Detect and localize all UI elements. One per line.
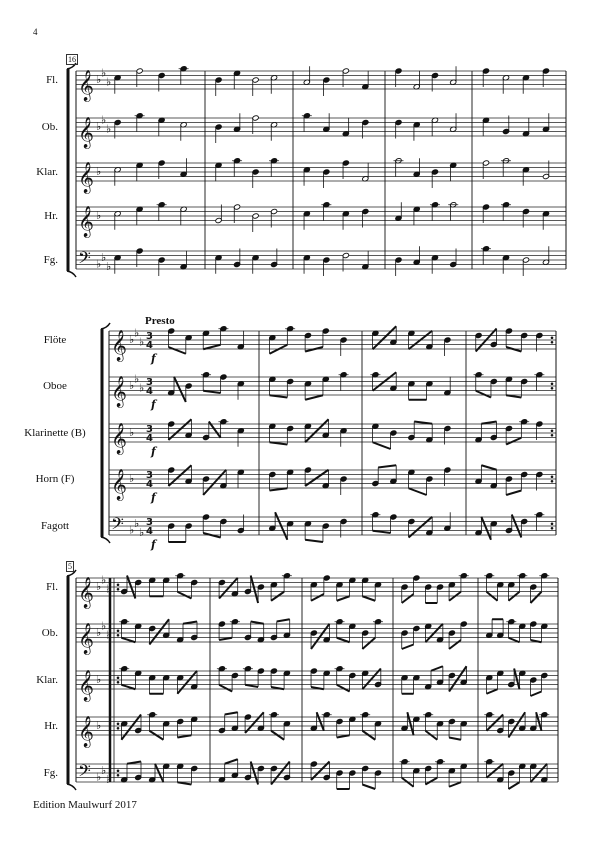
measure-number: 16: [68, 55, 76, 64]
repeat-dot: [551, 480, 554, 483]
instrument-label: Fl.: [46, 581, 58, 593]
page-number: 4: [33, 27, 38, 37]
note-beam: [506, 395, 521, 397]
note-beam: [121, 638, 135, 643]
note-beam: [509, 638, 520, 643]
note-beam: [378, 465, 396, 467]
note-beam: [449, 640, 461, 649]
key-signature-flat: ♭: [101, 250, 107, 264]
time-signature-numerator: 3: [146, 517, 153, 528]
note-beam: [509, 782, 520, 789]
treble-clef: 𝄞: [111, 330, 127, 361]
key-signature-flat: ♭: [96, 673, 102, 686]
note-beam: [177, 671, 197, 694]
instrument-label: Flöte: [43, 334, 67, 346]
time-signature-denominator: 4: [146, 526, 153, 537]
note-beam: [449, 782, 461, 787]
note-beam: [225, 759, 238, 764]
note-beam: [149, 619, 169, 644]
time-signature-denominator: 4: [146, 479, 153, 490]
note-beam: [449, 738, 461, 740]
repeat-dot: [551, 429, 554, 432]
note-beam: [305, 540, 323, 542]
instrument-label: Hr.: [44, 210, 58, 222]
key-signature-flat: ♭: [96, 257, 102, 271]
repeat-dot: [117, 727, 120, 730]
key-signature-flat: ♭: [96, 73, 102, 86]
instrument-label: Klarinette (B): [24, 427, 86, 439]
repeat-dot: [117, 629, 120, 632]
treble-clef: 𝄞: [78, 206, 94, 237]
instrument-label: Fg.: [43, 767, 58, 779]
instrument-label: Klar.: [36, 674, 58, 686]
note-beam: [481, 517, 491, 540]
key-signature-flat: ♭: [139, 525, 145, 539]
key-signature-flat: ♭: [96, 120, 102, 133]
note-beam: [531, 692, 542, 697]
time-signature-numerator: 3: [146, 377, 153, 388]
bass-clef: 𝄢: [78, 760, 91, 785]
note-beam: [409, 488, 427, 495]
key-signature-flat: ♭: [106, 772, 112, 786]
note-beam: [219, 638, 232, 640]
treble-clef: 𝄞: [111, 469, 127, 500]
note-beam: [203, 470, 226, 495]
time-signature-denominator: 4: [146, 340, 153, 351]
key-signature-flat: ♭: [129, 426, 135, 439]
note-beam: [277, 619, 290, 621]
bracket-hook-top: [101, 323, 110, 329]
note-beam: [509, 712, 526, 737]
key-signature-flat: ♭: [129, 472, 135, 485]
note-beam: [431, 666, 443, 671]
key-signature-flat: ♭: [101, 619, 107, 633]
treble-clef: 𝄞: [78, 716, 94, 747]
note-beam: [449, 666, 466, 691]
note-beam: [514, 669, 519, 690]
instrument-label: Horn (F): [35, 473, 75, 485]
key-signature-flat: ♭: [106, 75, 112, 89]
note-beam: [373, 531, 391, 533]
tempo-marking: Presto: [145, 315, 175, 327]
repeat-dot: [117, 681, 120, 684]
key-signature-flat: ♭: [96, 209, 102, 222]
key-signature-flat: ♭: [134, 326, 140, 340]
repeat-dot: [551, 527, 554, 530]
key-signature-flat: ♭: [106, 628, 112, 642]
repeat-dot: [551, 387, 554, 390]
note-beam: [251, 622, 264, 624]
instrument-label: Fg.: [43, 254, 58, 266]
note-beam: [121, 685, 135, 690]
note-beam: [373, 442, 391, 449]
note-beam: [203, 391, 220, 393]
note-beam: [362, 638, 375, 649]
treble-clef: 𝄞: [78, 670, 94, 701]
key-signature-flat: ♭: [96, 719, 102, 732]
key-signature-flat: ♭: [101, 573, 107, 587]
repeat-dot: [117, 774, 120, 777]
note-beam: [337, 638, 350, 643]
measure-number: 5: [68, 562, 72, 571]
treble-clef: 𝄞: [78, 70, 94, 101]
key-signature-flat: ♭: [101, 763, 107, 777]
dynamic-marking: f: [151, 538, 156, 551]
repeat-dot: [551, 336, 554, 339]
note-beam: [245, 685, 258, 687]
note-beam: [203, 345, 220, 350]
instrument-label: Klar.: [36, 166, 58, 178]
note-beam: [183, 622, 197, 624]
note-beam: [311, 594, 324, 601]
key-signature-flat: ♭: [129, 523, 135, 537]
key-signature-flat: ♭: [101, 113, 107, 127]
bracket-hook-bottom: [67, 784, 76, 790]
key-signature-flat: ♭: [106, 259, 112, 273]
key-signature-flat: ♭: [134, 516, 140, 530]
repeat-dot: [551, 382, 554, 385]
instrument-label: Fl.: [46, 74, 58, 86]
note-beam: [487, 764, 504, 778]
time-signature-denominator: 4: [146, 386, 153, 397]
treble-clef: 𝄞: [78, 623, 94, 654]
note-beam: [225, 712, 238, 714]
note-beam: [174, 377, 186, 402]
dynamic-marking: f: [151, 398, 156, 411]
note-beam: [414, 422, 432, 424]
note-beam: [362, 785, 375, 790]
repeat-dot: [551, 341, 554, 344]
note-beam: [270, 442, 288, 444]
key-signature-flat: ♭: [96, 165, 102, 178]
time-signature-numerator: 3: [146, 470, 153, 481]
note-beam: [481, 422, 496, 424]
note-beam: [168, 347, 185, 354]
bass-clef: 𝄢: [78, 247, 91, 272]
time-signature-numerator: 3: [146, 424, 153, 435]
dynamic-marking: f: [151, 352, 156, 365]
repeat-dot: [117, 722, 120, 725]
note-beam: [177, 592, 191, 599]
note-beam: [402, 645, 414, 650]
note-beam: [177, 735, 191, 737]
treble-clef: 𝄞: [111, 376, 127, 407]
note-beam: [311, 624, 329, 649]
key-signature-flat: ♭: [106, 582, 112, 596]
note-beam: [402, 594, 414, 603]
treble-clef: 𝄞: [111, 423, 127, 454]
note-beam: [481, 465, 496, 470]
bracket-hook-bottom: [67, 271, 76, 277]
key-signature-flat: ♭: [139, 335, 145, 349]
note-beam: [305, 395, 323, 400]
note-beam: [362, 596, 375, 601]
treble-clef: 𝄞: [78, 577, 94, 608]
note-beam: [251, 576, 258, 604]
note-beam: [127, 762, 141, 764]
repeat-dot: [551, 522, 554, 525]
repeat-dot: [117, 769, 120, 772]
note-beam: [487, 689, 498, 694]
note-beam: [177, 782, 191, 784]
dynamic-marking: f: [151, 491, 156, 504]
note-beam: [373, 326, 397, 349]
key-signature-flat: ♭: [139, 381, 145, 395]
note-beam: [531, 592, 542, 603]
note-beam: [506, 491, 521, 496]
publisher-footer: Edition Maulwurf 2017: [33, 799, 137, 811]
key-signature-flat: ♭: [96, 626, 102, 639]
note-beam: [337, 735, 350, 737]
key-signature-flat: ♭: [129, 333, 135, 346]
note-beam: [305, 419, 328, 442]
instrument-label: Ob.: [41, 121, 58, 133]
key-signature-flat: ♭: [134, 372, 140, 386]
treble-clef: 𝄞: [78, 162, 94, 193]
repeat-dot: [117, 583, 120, 586]
time-signature-numerator: 3: [146, 331, 153, 342]
instrument-label: Oboe: [43, 380, 67, 392]
note-beam: [476, 391, 491, 398]
note-beam: [121, 715, 141, 740]
treble-clef: 𝄞: [78, 117, 94, 148]
repeat-dot: [551, 434, 554, 437]
bass-clef: 𝄢: [111, 513, 124, 538]
dynamic-marking: f: [151, 445, 156, 458]
instrument-label: Fagott: [40, 520, 70, 532]
note-beam: [270, 488, 288, 490]
key-signature-flat: ♭: [96, 770, 102, 784]
note-beam: [425, 778, 437, 785]
note-beam: [270, 395, 288, 397]
key-signature-flat: ♭: [106, 122, 112, 136]
repeat-dot: [117, 634, 120, 637]
note-beam: [337, 685, 350, 692]
instrument-label: Ob.: [41, 627, 58, 639]
time-signature-denominator: 4: [146, 433, 153, 444]
instrument-label: Hr.: [44, 720, 58, 732]
key-signature-flat: ♭: [129, 379, 135, 392]
bracket-hook-bottom: [101, 537, 110, 543]
note-beam: [407, 712, 413, 735]
key-signature-flat: ♭: [101, 66, 107, 80]
key-signature-flat: ♭: [96, 580, 102, 593]
note-beam: [506, 438, 521, 445]
repeat-dot: [117, 588, 120, 591]
repeat-dot: [117, 676, 120, 679]
repeat-dot: [551, 475, 554, 478]
note-beam: [337, 596, 350, 601]
note-beam: [219, 685, 232, 692]
